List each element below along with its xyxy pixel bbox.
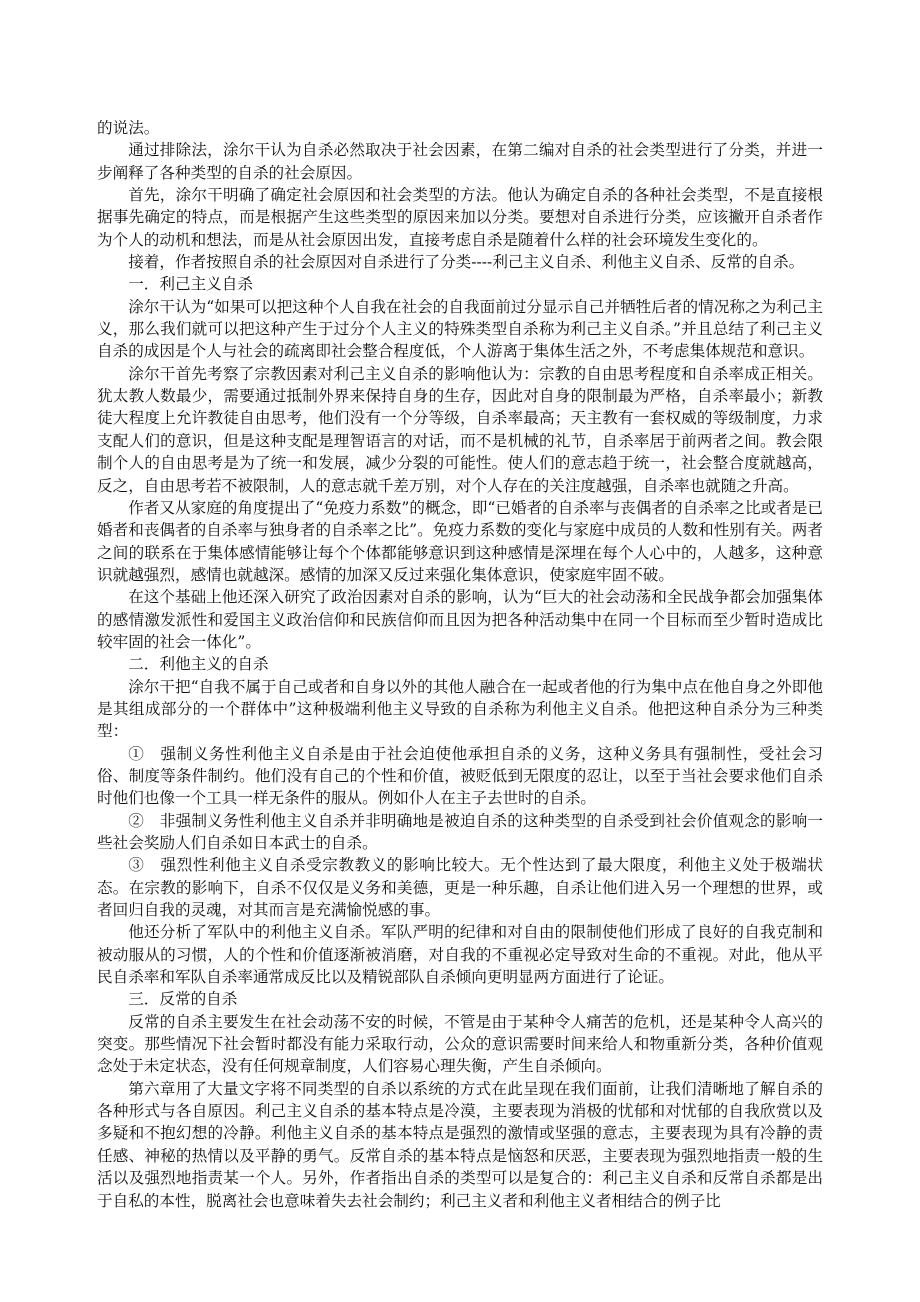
paragraph-chapter-six: 第六章用了大量文字将不同类型的自杀以系统的方式在此呈现在我们面前，让我们清晰地了解自杀的各种形式与各自原因。利己主义自杀的基本特点是冷漠，主要表现为消极的忧郁和对忧郁的自我欣赏以及多疑和不抱幻想的冷静。利他主义自杀的基本特点是强烈的激情或坚强的意志，主要表现为具有冷静的责任感、神秘的热情以及平静的勇气。反常自杀的基本特点是恼怒和厌恶，主要表现为强烈地指责一般的生活以及强烈地指责某一个人。另外，作者指出自杀的类型可以是复合的：利己主义自杀和反常自杀都是出于自私的本性，脱离社会也意味着失去社会制约；利己主义者和利他主义者相结合的例子比	[97, 1079, 823, 1210]
paragraph-exclusion-method: 通过排除法，涂尔干认为自杀必然取决于社会因素，在第二编对自杀的社会类型进行了分类，并进一步阐释了各种类型的自杀的社会原因。	[97, 141, 823, 182]
paragraph-anomic: 反常的自杀主要发生在社会动荡不安的时候，不管是由于某种令人痛苦的危机，还是某种令人高兴的突变。那些情况下社会暂时都没有能力采取行动，公众的意识需要时间来给人和物重新分类，各种价值观念处于未定状态，没有任何规章制度，人们容易心理失衡，产生自杀倾向。	[97, 1012, 823, 1076]
paragraph-family: 作者又从家庭的角度提出了“免疫力系数”的概念，即“已婚者的自杀率与丧偶者的自杀率之比或者是已婚者和丧偶者的自杀率与独身者的自杀率之比”。免疫力系数的变化与家庭中成员的人数和性别有关。两者之间的联系在于集体感情能够让每个个体都能够意识到这种感情是深埋在每个人心中的，人越多，这种意识就越强烈，感情也就越深。感情的加深又反过来强化集体意识，使家庭牢固不破。	[97, 498, 823, 584]
paragraph-continuation: 的说法。	[97, 119, 160, 137]
paragraph-religion: 涂尔干首先考察了宗教因素对利己主义自杀的影响他认为：宗教的自由思考程度和自杀率成正相关。犹太教人数最少，需要通过抵制外界来保持自身的生存，因此对自身的限制最为严格，自杀率最小；新教徒大程度上允许教徒自由思考，他们没有一个分等级，自杀率最高；天主教有一套权威的等级制度，力求支配人们的意识，但是这种支配是理智语言的对话，而不是机械的礼节，自杀率居于前两者之间。教会限制个人的自由思考是为了统一和发展，减少分裂的可能性。使人们的意志趋于统一，社会整合度就越高，反之，自由思考若不被限制，人的意志就千差万别，对个人存在的关注度越强，自杀率也就随之升高。	[97, 364, 823, 495]
paragraph-politics: 在这个基础上他还深入研究了政治因素对自杀的影响，认为“巨大的社会动荡和全民战争都会加强集体的感情激发派性和爱国主义政治信仰和民族信仰而且因为把各种活动集中在同一个目标而至少暂时造成比较牢固的社会一体化”。	[97, 588, 823, 651]
paragraph-three-types: 接着，作者按照自杀的社会原因对自杀进行了分类----利己主义自杀、利他主义自杀、反常的自杀。	[128, 253, 805, 272]
section-heading-egoistic: 一．利己主义自杀	[128, 275, 253, 294]
paragraph-military: 他还分析了军队中的利他主义自杀。军队严明的纪律和对自由的限制使他们形成了良好的自我克制和被动服从的习惯，人的个性和价值逐渐被消磨，对自我的不重视必定导致对生命的不重视。对此，他从平民自杀率和军队自杀率通常成反比以及精锐部队自杀倾向更明显两方面进行了论证。	[97, 923, 823, 987]
paragraph-altruistic-definition: 涂尔干把“自我不属于自己或者和自身以外的其他人融合在一起或者他的行为集中点在他自身之外即他是其组成部分的一个群体中”这种极端利他主义导致的自杀称为利他主义自杀。他把这种自杀分为三种类型：	[97, 677, 823, 741]
list-item-optional: ② 非强制义务性利他主义自杀并非明确地是被迫自杀的这种类型的自杀受到社会价值观念的影响一些社会奖励人们自杀如日本武士的自杀。	[97, 811, 823, 852]
paragraph-classification-method: 首先，涂尔干明确了确定社会原因和社会类型的方法。他认为确定自杀的各种社会类型，不是直接根据事先确定的特点，而是根据产生这些类型的原因来加以分类。要想对自杀进行分类，应该撇开自杀者作为个人的动机和想法，而是从社会原因出发，直接考虑自杀是随着什么样的社会环境发生变化的。	[97, 186, 823, 249]
paragraph-egoistic-definition: 涂尔干认为“如果可以把这种个人自我在社会的自我面前过分显示自己并牺牲后者的情况称之为利己主义，那么我们就可以把这种产生于过分个人主义的特殊类型自杀称为利己主义自杀。”并且总结了利己主义自杀的成因是个人与社会的疏离即社会整合程度低，个人游离于集体生活之外，不考虑集体规范和意识。	[97, 297, 823, 361]
section-heading-altruistic: 二．利他主义的自杀	[128, 655, 269, 674]
document-body	[97, 117, 823, 1212]
list-item-obligatory: ① 强制义务性利他主义自杀是由于社会迫使他承担自杀的义务，这种义务具有强制性，受社会习俗、制度等条件制约。他们没有自己的个性和价值，被贬低到无限度的忍让，以至于当社会要求他们自杀时他们也像一个工具一样无条件的服从。例如仆人在主子去世时的自杀。	[97, 744, 823, 808]
section-heading-anomic: 三．反常的自杀	[128, 990, 238, 1009]
list-item-acute: ③ 强烈性利他主义自杀受宗教教义的影响比较大。无个性达到了最大限度，利他主义处于极端状态。在宗教的影响下，自杀不仅仅是义务和美德，更是一种乐趣，自杀让他们进入另一个理想的世界，或者回归自我的灵魂，对其而言是充满愉悦感的事。	[97, 856, 823, 920]
